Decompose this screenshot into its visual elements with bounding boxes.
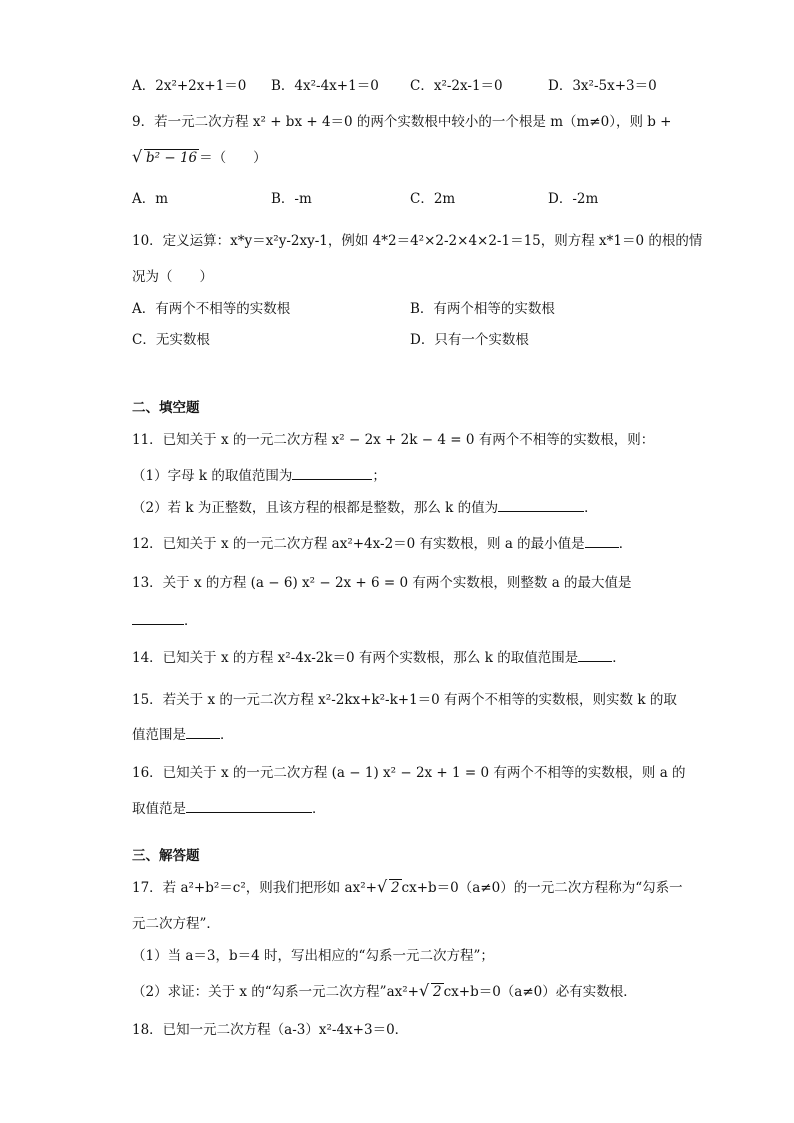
- q10-option-d: D．只有一个实数根: [410, 332, 529, 348]
- q9-option-a: A．m: [132, 191, 169, 207]
- q11-part2-end: ．: [584, 500, 598, 516]
- q17-part2: [132, 980, 637, 1000]
- q9-sqrt: √ b² − 16: [132, 147, 198, 166]
- q16-answer-line: [132, 797, 326, 817]
- q12-text: 12．已知关于 x 的一元二次方程 ax²+4x-2＝0 有实数根，则 a 的最小值是: [132, 536, 585, 552]
- q17-part2-b: cx+b＝0（a≠0）必有实数根．: [443, 984, 637, 1000]
- q11-part1: [132, 464, 386, 484]
- q17-line1-a: 17．若 a²+b²＝c²，则我们把形如 ax²+: [132, 880, 377, 896]
- q11-part1-end: ；: [372, 468, 386, 484]
- q9-sqrt-body: b² − 16: [146, 150, 198, 166]
- q9-option-b: B．-m: [271, 191, 312, 207]
- q17-part1: （1）当 a＝3，b＝4 时，写出相应的“勾系一元二次方程”；: [132, 948, 494, 964]
- q16-blank[interactable]: [186, 798, 312, 813]
- q18-stem: 18．已知一元二次方程（a-3）x²-4x+3＝0．: [132, 1022, 409, 1038]
- q17-part2-sqrt: √ 2: [418, 981, 442, 1000]
- section-answer-title: 三、解答题: [132, 848, 200, 864]
- q16-stem: 16．已知关于 x 的一元二次方程 (a − 1) x² − 2x + 1 = 0 有两个不相等的实数根，则 a 的: [132, 765, 686, 781]
- q9-option-d: D．-2m: [548, 191, 599, 207]
- q10-option-a: A．有两个不相等的实数根: [132, 301, 291, 317]
- q9-option-c: C．2m: [410, 191, 456, 207]
- q17-stem-line1: [132, 876, 683, 896]
- q10-option-c: C．无实数根: [132, 332, 210, 348]
- q17-sqrt-body: 2: [390, 880, 400, 896]
- q13-stem: 13．关于 x 的方程 (a − 6) x² − 2x + 6 = 0 有两个实数根，则整数 a 的最大值是: [132, 575, 632, 591]
- q11-part1-blank[interactable]: [292, 465, 372, 480]
- q16-end: ．: [312, 801, 326, 817]
- q10-stem-line2: 况为（ ）: [132, 269, 213, 285]
- q17-sqrt: √ 2: [376, 877, 400, 896]
- q15-end: ．: [220, 727, 234, 743]
- q14-blank[interactable]: [578, 647, 612, 662]
- q11-part2-text: （2）若 k 为正整数，且该方程的根都是整数，那么 k 的值为: [132, 500, 499, 516]
- q12: [132, 532, 632, 552]
- q9-stem-line2: [132, 146, 267, 166]
- q12-end: ．: [618, 536, 633, 552]
- q15-stem: 15．若关于 x 的一元二次方程 x²-2kx+k²-k+1＝0 有两个不相等的实数根，则实数 k 的取: [132, 692, 677, 708]
- q8-option-d: D．3x²-5x+3＝0: [548, 78, 657, 94]
- q11-part2: [132, 496, 598, 516]
- q10-stem-line1: 10．定义运算：x*y＝x²y-2xy-1，例如 4*2＝4²×2-2×4×2-1＝15，则方程 x*1＝0 的根的情: [132, 233, 703, 249]
- q17-line1-b: cx+b＝0（a≠0）的一元二次方程称为“勾系一: [401, 880, 683, 896]
- q11-part1-text: （1）字母 k 的取值范围为: [132, 468, 293, 484]
- q10-option-b: B．有两个相等的实数根: [410, 301, 555, 317]
- q8-option-b: B．4x²-4x+1＝0: [271, 78, 379, 94]
- q13-end: ．: [184, 613, 198, 629]
- q17-part2-a: （2）求证：关于 x 的“勾系一元二次方程”ax²+: [132, 984, 419, 1000]
- q8-option-c: C．x²-2x-1＝0: [410, 78, 503, 94]
- q9-stem-line1: 9．若一元二次方程 x² + bx + 4＝0 的两个实数根中较小的一个根是 m（m≠0），则 b +: [132, 114, 672, 130]
- q11-part2-blank[interactable]: [498, 497, 584, 512]
- q14-text: 14．已知关于 x 的方程 x²-4x-2k＝0 有两个实数根，那么 k 的取值范围是: [132, 650, 579, 666]
- q17-part2-sqrt-body: 2: [432, 984, 442, 1000]
- q13-blank[interactable]: [132, 610, 184, 625]
- q15-blank[interactable]: [186, 724, 220, 739]
- q13-answer-line: [132, 609, 198, 629]
- section-fill-in-title: 二、填空题: [132, 400, 200, 416]
- q12-blank[interactable]: [585, 533, 619, 548]
- q14-end: ．: [612, 650, 626, 666]
- q17-stem-line2: 元二次方程”．: [132, 916, 220, 932]
- q16-line2: 取值范是: [132, 801, 186, 817]
- q15-answer-line: [132, 723, 234, 743]
- q8-option-a: A．2x²+2x+1＝0: [132, 78, 247, 94]
- q14: [132, 646, 626, 666]
- q15-line2: 值范围是: [132, 727, 186, 743]
- q9-stem-tail: ＝（ ）: [199, 150, 267, 166]
- q11-stem: 11．已知关于 x 的一元二次方程 x² − 2x + 2k − 4 = 0 有两个不相等的实数根，则：: [132, 432, 655, 448]
